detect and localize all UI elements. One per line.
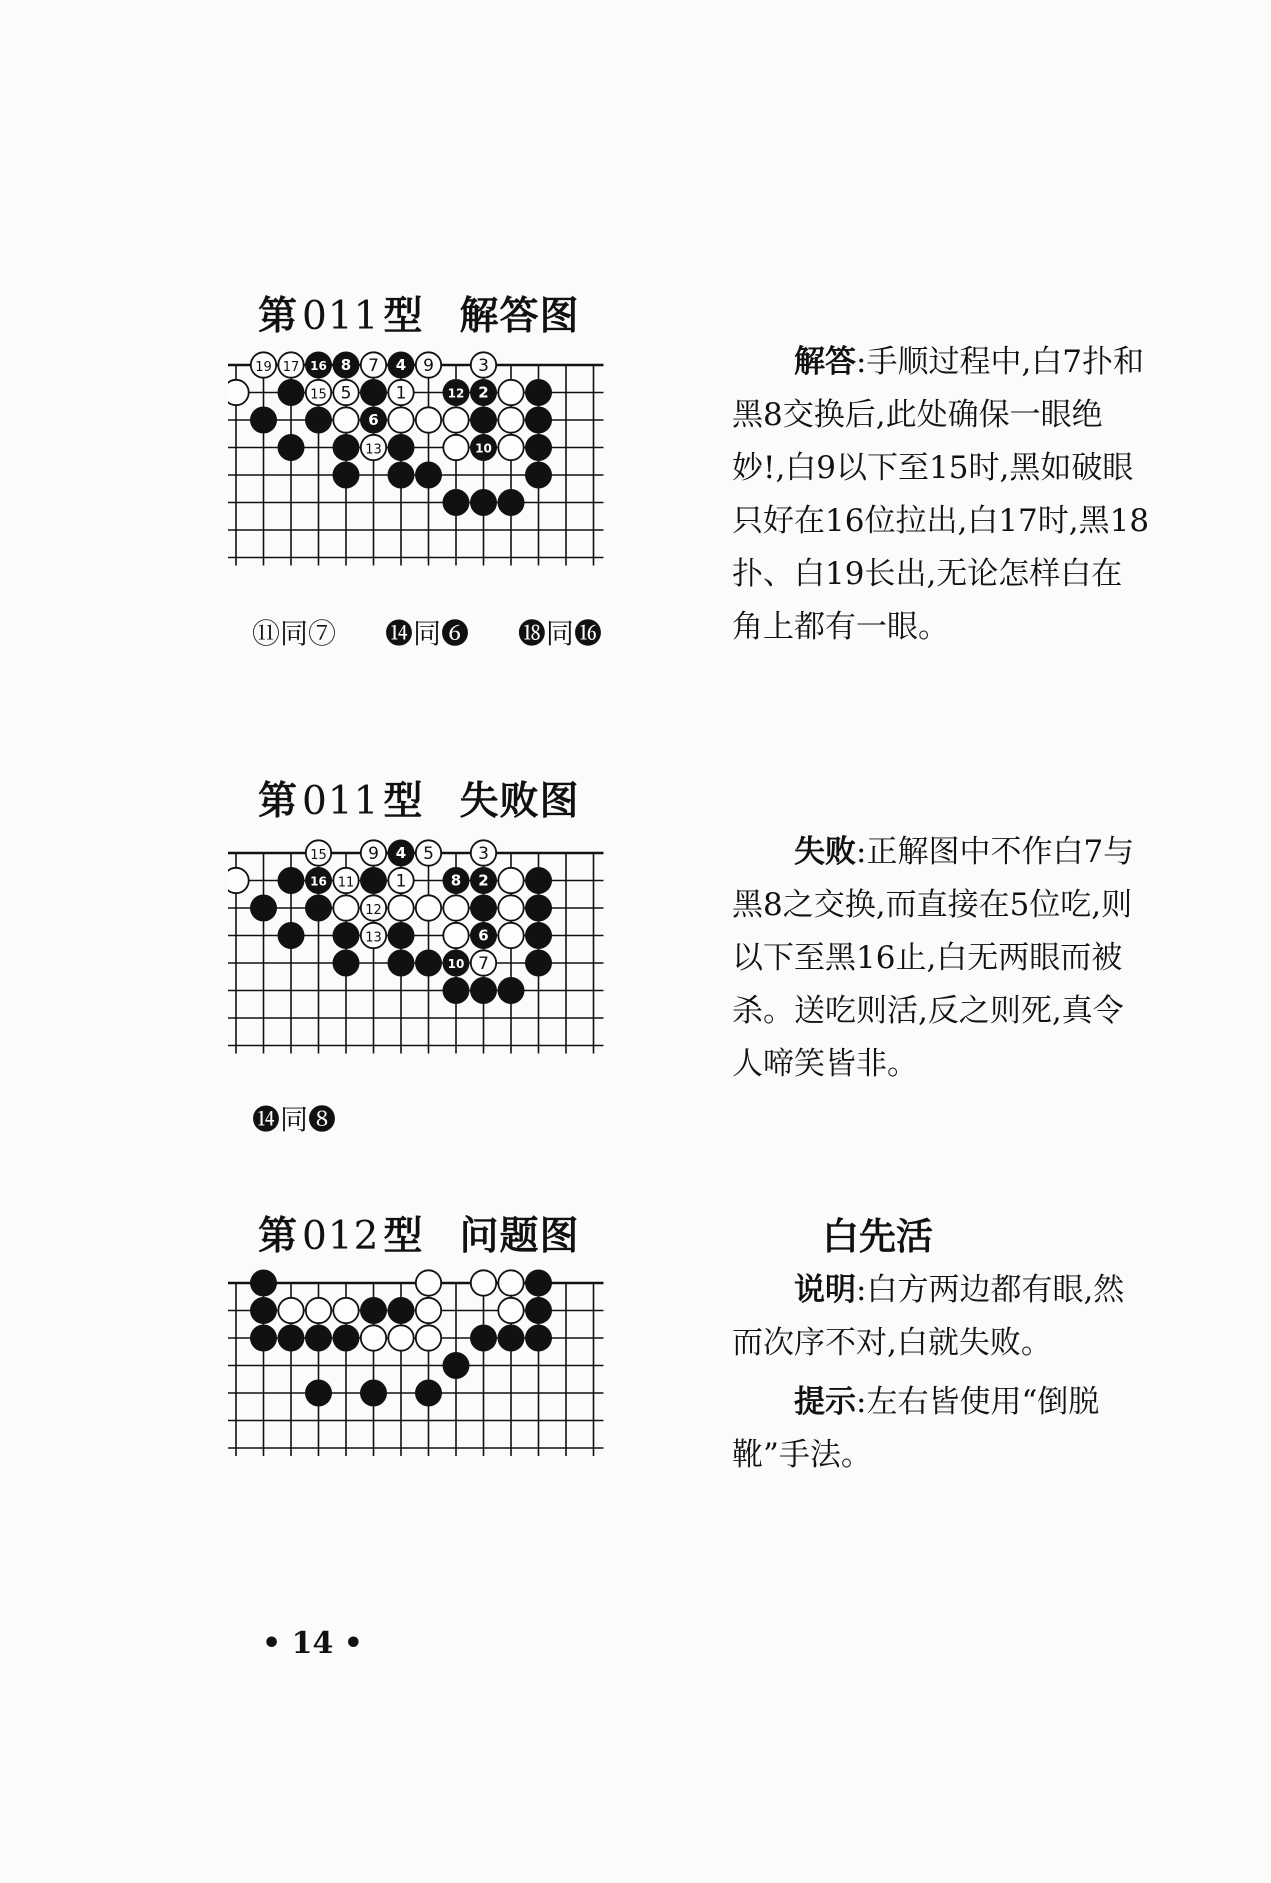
black-stone xyxy=(360,1297,387,1324)
black-stone xyxy=(498,977,525,1004)
black-stone xyxy=(415,950,442,977)
black-stone xyxy=(498,489,525,516)
note-same: 同 xyxy=(280,1103,309,1136)
white-stone xyxy=(278,352,303,377)
black-stone xyxy=(525,950,552,977)
go-board-svg xyxy=(228,838,688,1108)
black-stone xyxy=(250,1297,277,1324)
black-stone xyxy=(470,434,497,461)
black-stone xyxy=(525,379,552,406)
black-stone xyxy=(443,950,470,977)
black-stone xyxy=(388,462,415,489)
answer-board xyxy=(228,350,688,620)
hint-label: 提示 xyxy=(794,1384,856,1420)
black-stone xyxy=(470,379,497,406)
black-stone xyxy=(415,1380,442,1407)
white-stone xyxy=(471,840,496,865)
black-stone xyxy=(360,407,387,434)
black-stone xyxy=(470,922,497,949)
white-stone xyxy=(361,1325,386,1350)
stone-number: 4 xyxy=(395,356,407,374)
note-stone: ❽ xyxy=(308,1103,337,1136)
white-stone xyxy=(388,407,413,432)
section-title-failure xyxy=(258,770,580,826)
failure-board xyxy=(228,838,688,1108)
black-stone xyxy=(305,867,332,894)
black-stone xyxy=(443,867,470,894)
white-stone xyxy=(416,1270,441,1295)
white-stone xyxy=(498,407,523,432)
note-group xyxy=(252,617,336,650)
stone-number: 1 xyxy=(395,383,407,404)
stone-number: 6 xyxy=(478,926,489,945)
title-sub: 问题图 xyxy=(459,1214,580,1259)
stone-number: 2 xyxy=(478,383,489,402)
problem-board xyxy=(228,1268,688,1508)
note-stone: ⓮ xyxy=(384,617,413,650)
black-stone xyxy=(388,840,415,867)
stone-number: 19 xyxy=(255,360,272,375)
black-stone xyxy=(278,922,305,949)
note-group xyxy=(252,1103,336,1136)
white-stone xyxy=(443,435,468,460)
black-stone xyxy=(470,489,497,516)
answer-notes xyxy=(252,612,642,652)
stone-number: 17 xyxy=(282,360,300,375)
black-stone xyxy=(443,489,470,516)
title-number: 011 xyxy=(302,779,380,824)
black-stone xyxy=(388,352,415,379)
black-stone xyxy=(333,1325,360,1352)
failure-body: :正解图中不作白7与黑8之交换,而直接在5位吃,则以下至黑16止,白无两眼而被杀。送吃则活,反之则死,真令人啼笑皆非。 xyxy=(732,834,1135,1082)
hint-body: :左右皆使用“倒脱靴”手法。 xyxy=(732,1384,1100,1473)
white-stone xyxy=(498,895,523,920)
black-stone xyxy=(278,434,305,461)
white-stone xyxy=(443,407,468,432)
stone-number: 7 xyxy=(368,356,379,376)
note-stone: ⑦ xyxy=(308,617,337,650)
black-stone xyxy=(278,867,305,894)
stone-number: 10 xyxy=(447,957,465,971)
black-stone xyxy=(360,867,387,894)
black-stone xyxy=(305,1380,332,1407)
white-stone xyxy=(306,840,331,865)
problem-label: 说明 xyxy=(794,1272,856,1308)
title-type: 型 xyxy=(383,1214,424,1259)
failure-text xyxy=(732,826,1152,1091)
black-stone xyxy=(305,407,332,434)
black-stone xyxy=(250,895,277,922)
black-stone xyxy=(470,1325,497,1352)
stone-number: 2 xyxy=(478,871,489,890)
problem-text xyxy=(732,1264,1152,1482)
black-stone xyxy=(525,867,552,894)
failure-label: 失败 xyxy=(794,834,856,870)
black-stone xyxy=(415,462,442,489)
white-stone xyxy=(471,1270,496,1295)
section-title-problem xyxy=(258,1205,580,1261)
white-stone xyxy=(306,380,331,405)
stone-number: 8 xyxy=(340,356,352,374)
white-stone xyxy=(498,380,523,405)
white-stone xyxy=(498,923,523,948)
black-stone xyxy=(250,407,277,434)
stone-number: 5 xyxy=(340,383,352,404)
stone-number: 9 xyxy=(368,844,379,864)
white-stone xyxy=(388,895,413,920)
title-sub: 失败图 xyxy=(459,779,580,824)
black-stone xyxy=(525,462,552,489)
black-stone xyxy=(333,352,360,379)
answer-paragraph xyxy=(732,336,1152,654)
note-same: 同 xyxy=(280,617,309,650)
white-stone xyxy=(388,868,413,893)
title-sub: 解答图 xyxy=(459,294,580,339)
title-type: 型 xyxy=(383,294,424,339)
note-stone: ⓰ xyxy=(573,617,602,650)
white-stone xyxy=(228,868,249,893)
black-stone xyxy=(388,950,415,977)
black-stone xyxy=(278,1325,305,1352)
white-stone xyxy=(443,895,468,920)
stone-number: 6 xyxy=(368,411,379,429)
problem-heading: 白先活 xyxy=(822,1215,933,1258)
white-stone xyxy=(333,407,358,432)
black-stone xyxy=(525,895,552,922)
go-board-svg xyxy=(228,1268,688,1508)
page-number: • 14 • xyxy=(262,1626,363,1661)
white-stone xyxy=(416,840,441,865)
black-stone xyxy=(305,352,332,379)
go-board-svg xyxy=(228,350,688,620)
white-stone xyxy=(498,435,523,460)
note-stone: ⑪ xyxy=(252,617,281,650)
black-stone xyxy=(360,1380,387,1407)
stone-number: 16 xyxy=(310,359,327,373)
black-stone xyxy=(305,1325,332,1352)
hint-paragraph xyxy=(732,1376,1152,1482)
white-stone xyxy=(498,868,523,893)
white-stone xyxy=(361,923,386,948)
white-stone xyxy=(333,1298,358,1323)
stone-number: 11 xyxy=(337,875,355,891)
black-stone xyxy=(498,1325,525,1352)
note-stone: ❻ xyxy=(440,617,469,650)
stone-number: 12 xyxy=(447,386,465,401)
stone-number: 3 xyxy=(478,356,489,376)
white-stone xyxy=(388,1325,413,1350)
black-stone xyxy=(333,462,360,489)
black-stone xyxy=(470,895,497,922)
white-stone xyxy=(388,380,413,405)
stone-number: 15 xyxy=(310,387,327,403)
note-same: 同 xyxy=(545,617,574,650)
white-stone xyxy=(251,352,276,377)
note-group xyxy=(518,617,602,650)
stone-number: 16 xyxy=(310,874,327,889)
black-stone xyxy=(333,950,360,977)
black-stone xyxy=(278,379,305,406)
black-stone xyxy=(470,407,497,434)
white-stone xyxy=(416,352,441,377)
note-group xyxy=(385,617,469,650)
stone-number: 9 xyxy=(423,356,434,376)
black-stone xyxy=(525,922,552,949)
black-stone xyxy=(305,895,332,922)
title-number: 011 xyxy=(302,294,380,339)
white-stone xyxy=(361,840,386,865)
stone-number: 13 xyxy=(365,930,382,946)
problem-paragraph xyxy=(732,1264,1152,1370)
white-stone xyxy=(228,380,249,405)
black-stone xyxy=(525,1270,552,1297)
stone-number: 10 xyxy=(475,441,492,456)
white-stone xyxy=(306,1298,331,1323)
title-prefix: 第 xyxy=(258,1214,299,1259)
failure-paragraph xyxy=(732,826,1152,1091)
black-stone xyxy=(388,922,415,949)
black-stone xyxy=(525,1325,552,1352)
black-stone xyxy=(388,434,415,461)
black-stone xyxy=(250,1270,277,1297)
title-number: 012 xyxy=(302,1214,380,1259)
black-stone xyxy=(525,407,552,434)
black-stone xyxy=(470,977,497,1004)
stone-number: 8 xyxy=(450,871,462,890)
white-stone xyxy=(498,1270,523,1295)
white-stone xyxy=(416,1298,441,1323)
white-stone xyxy=(416,1325,441,1350)
title-prefix: 第 xyxy=(258,779,299,824)
stone-number: 5 xyxy=(423,844,434,864)
title-prefix: 第 xyxy=(258,294,299,339)
white-stone xyxy=(498,1298,523,1323)
white-stone xyxy=(416,407,441,432)
title-type: 型 xyxy=(383,779,424,824)
black-stone xyxy=(443,977,470,1004)
black-stone xyxy=(470,867,497,894)
stone-number: 3 xyxy=(478,844,489,864)
black-stone xyxy=(333,922,360,949)
white-stone xyxy=(471,352,496,377)
white-stone xyxy=(333,868,358,893)
black-stone xyxy=(525,1297,552,1324)
white-stone xyxy=(471,950,496,975)
stone-number: 1 xyxy=(395,871,407,892)
white-stone xyxy=(333,895,358,920)
black-stone xyxy=(333,434,360,461)
stone-number: 4 xyxy=(395,844,407,862)
white-stone xyxy=(333,380,358,405)
black-stone xyxy=(250,1325,277,1352)
white-stone xyxy=(443,923,468,948)
white-stone xyxy=(361,352,386,377)
black-stone xyxy=(525,434,552,461)
black-stone xyxy=(443,1352,470,1379)
stone-number: 15 xyxy=(310,848,327,863)
black-stone xyxy=(388,1297,415,1324)
answer-label: 解答 xyxy=(794,344,856,380)
problem-body: :白方两边都有眼,然而次序不对,白就失败。 xyxy=(732,1272,1125,1361)
note-stone: ⓲ xyxy=(517,617,546,650)
white-stone xyxy=(361,435,386,460)
white-stone xyxy=(416,895,441,920)
stone-number: 13 xyxy=(365,442,382,458)
black-stone xyxy=(360,379,387,406)
answer-body: :手顺过程中,白7扑和黑8交换后,此处确保一眼绝妙!,白9以下至15时,黑如破眼只好在16位拉出,白17时,黑18扑、白19长出,无论怎样白在角上都有一眼。 xyxy=(732,344,1150,645)
stone-number: 12 xyxy=(365,903,382,918)
note-same: 同 xyxy=(412,617,441,650)
stone-number: 7 xyxy=(478,954,489,974)
section-title-answer xyxy=(258,285,580,341)
answer-text xyxy=(732,336,1152,654)
failure-notes xyxy=(252,1098,376,1138)
white-stone xyxy=(361,895,386,920)
white-stone xyxy=(278,1298,303,1323)
note-stone: ⓮ xyxy=(252,1103,281,1136)
black-stone xyxy=(443,379,470,406)
